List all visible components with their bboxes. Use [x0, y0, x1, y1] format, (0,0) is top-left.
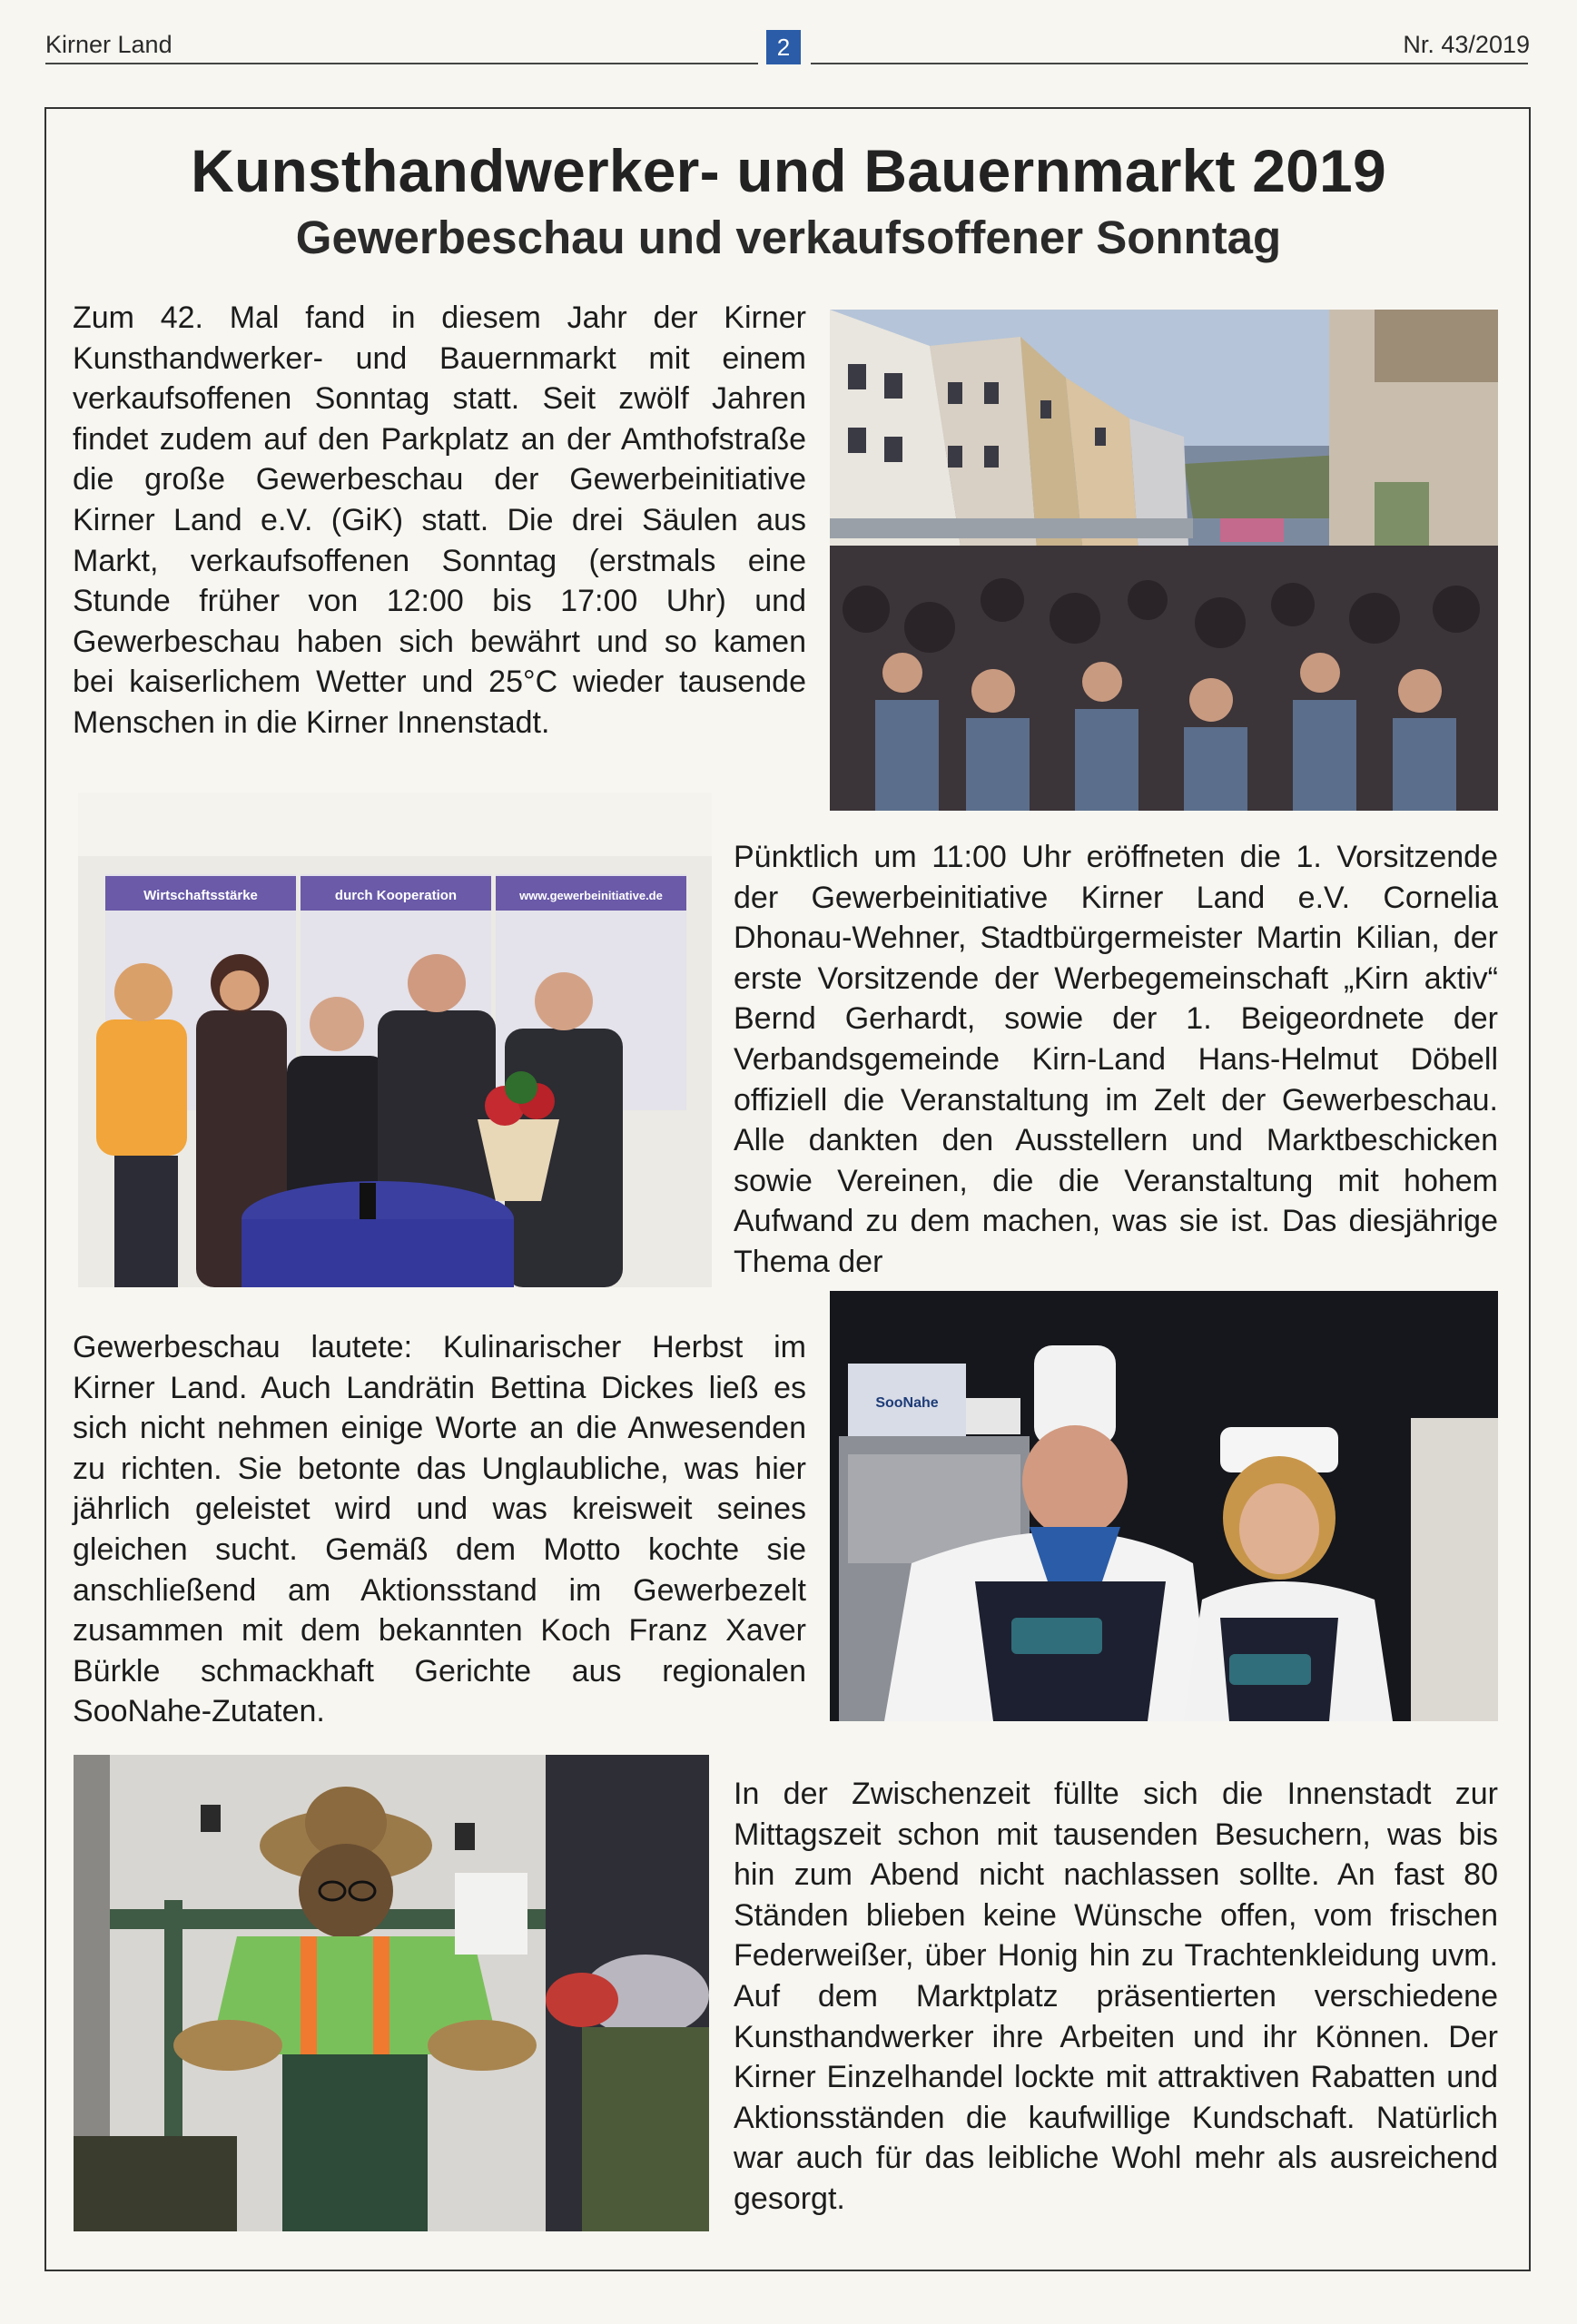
paragraph-2b: Gewerbeschau lautete: Kulinarischer Herbst im Kirner Land. Auch Landrätin Bettina Dickes ließ es sich nicht nehmen einige Worte an die Anwesenden zu richten. Sie betonte das Unglaubliche, was hier jährlich geleistet wird und was kreisweit seines gleichen sucht. Gemäß dem Motto kochte sie anschließend am Aktionsstand im Gewerbezelt zusammen mit dem bekannten Koch Franz Xaver Bürkle schmackhaft Gerichte aus regionalen SooNahe-Zutaten. — [73, 1330, 806, 1729]
photo-opening-officials — [78, 793, 712, 1287]
photo-scarecrow-display — [74, 1755, 709, 2231]
header-rule-left — [45, 63, 758, 64]
banner-text-1: Wirtschaftsstärke — [143, 888, 258, 903]
article-title: Kunsthandwerker- und Bauernmarkt 2019 — [191, 137, 1386, 204]
issue-number: Nr. 43/2019 — [1403, 31, 1530, 58]
article-subtitle: Gewerbeschau und verkaufsoffener Sonntag — [295, 212, 1282, 263]
publication-name: Kirner Land — [45, 31, 172, 58]
banner-text-3: www.gewerbeinitiative.de — [519, 889, 663, 902]
banner-text-2: durch Kooperation — [334, 888, 458, 903]
box-label: SooNahe — [875, 1395, 939, 1411]
header-rule-right — [811, 63, 1528, 64]
paragraph-2a: Pünktlich um 11:00 Uhr eröffneten die 1. Vorsitzende der Gewerbeinitiative Kirner Land e.V. Cornelia Dhonau-Wehner, Stadtbürgermeister Martin Kilian, der erste Vorsitzende der Werbegemeinschaft „Kirn aktiv“ Bernd Gerhardt, sowie der 1. Beigeordnete der Verbandsgemeinde Kirn-Land Hans-Helmut Döbell offiziell die Veranstaltung im Zelt der Gewerbeschau. Alle dankten den Ausstellern und Marktbeschicken sowie Vereinen, die die Veranstaltung mit hohem Aufwand zu dem machen, was sie ist. Das diesjährige Thema der — [734, 840, 1498, 1279]
paragraph-3: In der Zwischenzeit füllte sich die Innenstadt zur Mittagszeit schon mit tausenden Besuchern, was bis hin zum Abend nicht nachlassen sollte. An fast 80 Ständen blieben keine Wünsche offen, vom frischen Federweißer, über Honig hin zu Trachtenkleidung uvm. Auf dem Marktplatz präsentierten verschiedene Kunsthandwerker ihre Arbeiten und ihr Können. Der Kirner Einzelhandel lockte mit attraktiven Rabatten und Aktionsständen die kaufwillige Kundschaft. Natürlich war auch für das leibliche Wohl mehr als ausreichend gesorgt. — [734, 1777, 1498, 2216]
paragraph-1: Zum 42. Mal fand in diesem Jahr der Kirner Kunsthandwerker- und Bauernmarkt mit einem verkaufsoffenen Sonntag statt. Seit zwölf Jahren findet zudem auf den Parkplatz an der Amthofstraße die große Gewerbeschau der Gewerbeinitiative Kirner Land e.V. (GiK) statt. Die drei Säulen aus Markt, verkaufsoffenen Sonntag (erstmals eine Stunde früher von 12:00 bis 17:00 Uhr) und Gewerbeschau haben sich bewährt und so kamen bei kaiserlichem Wetter und 25°C wieder tausende Menschen in die Kirner Innenstadt. — [73, 300, 806, 740]
photo-street-crowd — [830, 310, 1498, 811]
page-number: 2 — [766, 30, 801, 64]
photo-chefs-cooking — [830, 1291, 1498, 1721]
